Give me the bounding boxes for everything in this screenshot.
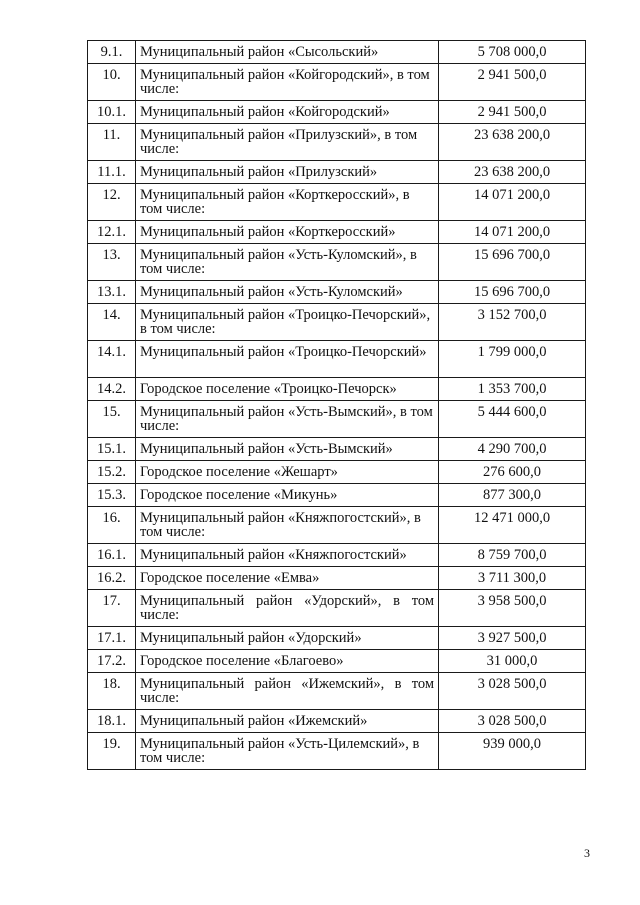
row-amount: 8 759 700,0 <box>439 544 586 567</box>
row-amount: 4 290 700,0 <box>439 438 586 461</box>
row-amount: 14 071 200,0 <box>439 184 586 221</box>
table-row <box>88 627 586 650</box>
row-name: Городское поселение «Благоево» <box>136 650 439 673</box>
row-name: Муниципальный район «Удорский», в том числе: <box>136 590 439 627</box>
table-row <box>88 673 586 710</box>
row-name: Муниципальный район «Княжпогостский», в том числе: <box>136 507 439 544</box>
table-row <box>88 304 586 341</box>
row-number: 16. <box>88 507 136 544</box>
row-amount: 3 958 500,0 <box>439 590 586 627</box>
row-number: 15.2. <box>88 461 136 484</box>
row-name: Муниципальный район «Ижемский», в том числе: <box>136 673 439 710</box>
row-name: Муниципальный район «Корткеросский», в том числе: <box>136 184 439 221</box>
row-amount: 2 941 500,0 <box>439 64 586 101</box>
row-amount: 276 600,0 <box>439 461 586 484</box>
row-name: Муниципальный район «Койгородский», в том числе: <box>136 64 439 101</box>
table-row <box>88 507 586 544</box>
row-number: 13. <box>88 244 136 281</box>
row-name: Муниципальный район «Усть-Куломский» <box>136 281 439 304</box>
row-number: 15.1. <box>88 438 136 461</box>
row-amount: 5 708 000,0 <box>439 41 586 64</box>
table-row <box>88 161 586 184</box>
table-row <box>88 281 586 304</box>
table-row <box>88 378 586 401</box>
row-amount: 3 152 700,0 <box>439 304 586 341</box>
row-number: 18.1. <box>88 710 136 733</box>
row-number: 14. <box>88 304 136 341</box>
table-row <box>88 461 586 484</box>
row-name: Муниципальный район «Ижемский» <box>136 710 439 733</box>
row-amount: 2 941 500,0 <box>439 101 586 124</box>
row-number: 9.1. <box>88 41 136 64</box>
row-amount: 23 638 200,0 <box>439 124 586 161</box>
table-row <box>88 567 586 590</box>
table-row <box>88 244 586 281</box>
table-row <box>88 124 586 161</box>
row-number: 16.2. <box>88 567 136 590</box>
row-name: Муниципальный район «Усть-Куломский», в том числе: <box>136 244 439 281</box>
row-number: 11.1. <box>88 161 136 184</box>
row-number: 10.1. <box>88 101 136 124</box>
row-amount: 15 696 700,0 <box>439 281 586 304</box>
row-amount: 939 000,0 <box>439 733 586 770</box>
row-number: 12. <box>88 184 136 221</box>
row-amount: 3 028 500,0 <box>439 710 586 733</box>
row-number: 15.3. <box>88 484 136 507</box>
row-name: Муниципальный район «Княжпогостский» <box>136 544 439 567</box>
row-name: Городское поселение «Емва» <box>136 567 439 590</box>
table-row <box>88 184 586 221</box>
table-row <box>88 650 586 673</box>
row-name: Муниципальный район «Троицко-Печорский» <box>136 341 439 378</box>
row-name: Муниципальный район «Удорский» <box>136 627 439 650</box>
row-name: Городское поселение «Микунь» <box>136 484 439 507</box>
row-name: Муниципальный район «Корткеросский» <box>136 221 439 244</box>
row-amount: 3 711 300,0 <box>439 567 586 590</box>
row-name: Муниципальный район «Усть-Цилемский», в том числе: <box>136 733 439 770</box>
row-name: Муниципальный район «Прилузский» <box>136 161 439 184</box>
table-row <box>88 590 586 627</box>
row-name: Муниципальный район «Прилузский», в том числе: <box>136 124 439 161</box>
row-amount: 23 638 200,0 <box>439 161 586 184</box>
row-number: 16.1. <box>88 544 136 567</box>
row-amount: 12 471 000,0 <box>439 507 586 544</box>
row-number: 14.1. <box>88 341 136 378</box>
row-number: 15. <box>88 401 136 438</box>
row-name: Муниципальный район «Сысольский» <box>136 41 439 64</box>
row-name: Муниципальный район «Троицко-Печорский», в том числе: <box>136 304 439 341</box>
row-number: 17.1. <box>88 627 136 650</box>
row-number: 17.2. <box>88 650 136 673</box>
row-number: 18. <box>88 673 136 710</box>
table-row <box>88 64 586 101</box>
table-row <box>88 221 586 244</box>
table-row <box>88 101 586 124</box>
row-amount: 14 071 200,0 <box>439 221 586 244</box>
budget-table-body <box>88 41 586 770</box>
page-number: 3 <box>584 846 590 860</box>
row-name: Муниципальный район «Усть-Вымский», в том числе: <box>136 401 439 438</box>
row-amount: 1 799 000,0 <box>439 341 586 378</box>
row-name: Муниципальный район «Усть-Вымский» <box>136 438 439 461</box>
table-row <box>88 484 586 507</box>
table-row <box>88 544 586 567</box>
row-amount: 877 300,0 <box>439 484 586 507</box>
row-amount: 5 444 600,0 <box>439 401 586 438</box>
table-row <box>88 733 586 770</box>
budget-table <box>87 40 586 770</box>
row-amount: 15 696 700,0 <box>439 244 586 281</box>
row-number: 11. <box>88 124 136 161</box>
row-number: 19. <box>88 733 136 770</box>
row-name: Городское поселение «Жешарт» <box>136 461 439 484</box>
row-number: 17. <box>88 590 136 627</box>
row-number: 10. <box>88 64 136 101</box>
row-amount: 31 000,0 <box>439 650 586 673</box>
table-row <box>88 41 586 64</box>
row-name: Городское поселение «Троицко-Печорск» <box>136 378 439 401</box>
row-number: 14.2. <box>88 378 136 401</box>
row-number: 12.1. <box>88 221 136 244</box>
row-amount: 1 353 700,0 <box>439 378 586 401</box>
table-row <box>88 341 586 378</box>
row-name: Муниципальный район «Койгородский» <box>136 101 439 124</box>
table-row <box>88 438 586 461</box>
table-row <box>88 401 586 438</box>
row-amount: 3 028 500,0 <box>439 673 586 710</box>
table-row <box>88 710 586 733</box>
row-number: 13.1. <box>88 281 136 304</box>
row-amount: 3 927 500,0 <box>439 627 586 650</box>
